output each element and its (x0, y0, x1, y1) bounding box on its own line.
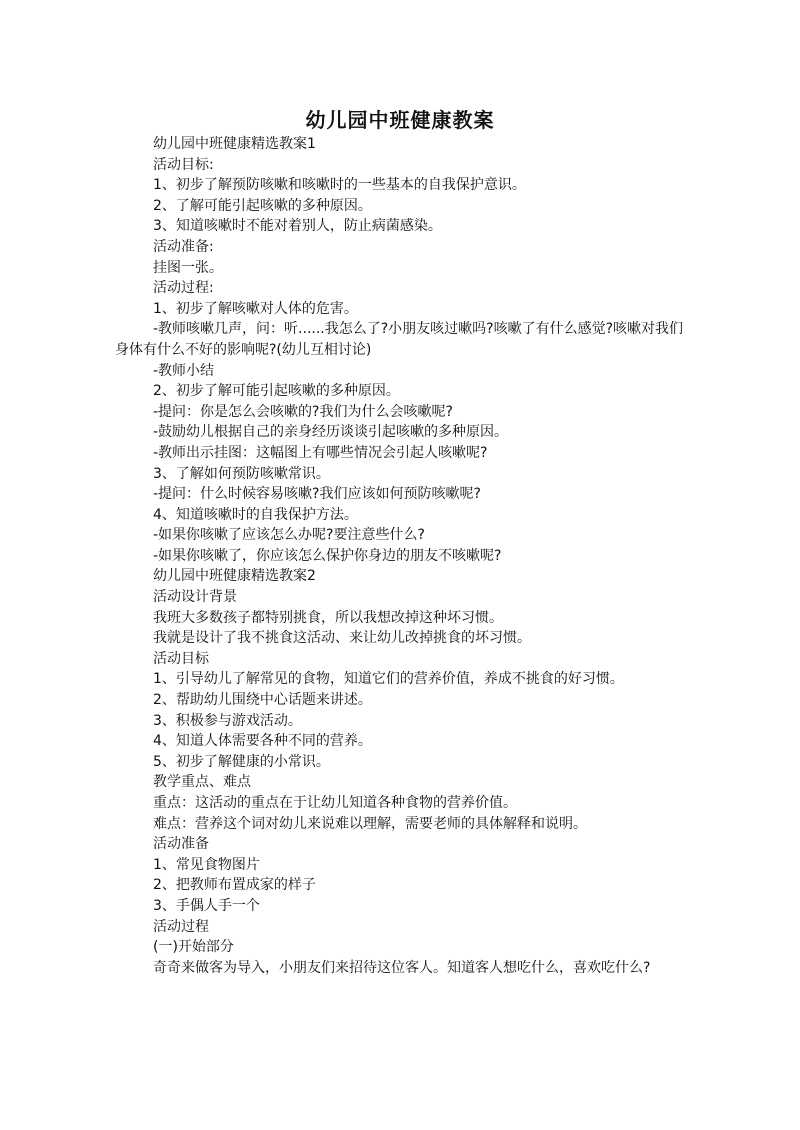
paragraph: -教师小结 (153, 362, 215, 379)
paragraph: 2、帮助幼儿围绕中心话题来讲述。 (153, 692, 372, 709)
paragraph: 1、初步了解咳嗽对人体的危害。 (153, 300, 358, 317)
paragraph: 2、初步了解可能引起咳嗽的多种原因。 (153, 383, 400, 400)
paragraph: 3、知道咳嗽时不能对着别人，防止病菌感染。 (153, 218, 442, 235)
paragraph: -教师咳嗽几声，问：听......我怎么了?小朋友咳过嗽吗?咳嗽了有什么感觉?咳嗽对我们身体有什么不好的影响呢?(幼儿互相讨论) (115, 321, 684, 358)
paragraph: 3、了解如何预防咳嗽常识。 (153, 465, 330, 482)
paragraph: 活动过程: (153, 280, 214, 297)
paragraph: -如果你咳嗽了应该怎么办呢?要注意些什么? (153, 527, 425, 544)
paragraph: 1、初步了解预防咳嗽和咳嗽时的一些基本的自我保护意识。 (153, 177, 526, 194)
paragraph: 1、引导幼儿了解常见的食物，知道它们的营养价值，养成不挑食的好习惯。 (153, 671, 624, 688)
paragraph: 3、积极参与游戏活动。 (153, 712, 302, 729)
paragraph: 活动准备: (153, 238, 214, 255)
paragraph: 活动设计背景 (153, 589, 237, 606)
paragraph: 教学重点、难点 (153, 774, 251, 791)
paragraph: -提问：你是怎么会咳嗽的?我们为什么会咳嗽呢? (153, 403, 453, 420)
section-heading: 幼儿园中班健康精选教案2 (153, 568, 316, 585)
paragraph: 我就是设计了我不挑食这活动、来让幼儿改掉挑食的坏习惯。 (153, 630, 531, 647)
section-heading: 幼儿园中班健康精选教案1 (153, 136, 316, 152)
paragraph: 2、把教师布置成家的样子 (153, 877, 316, 894)
paragraph: 重点：这活动的重点在于让幼儿知道各种食物的营养价值。 (153, 795, 517, 811)
paragraph: 3、手偶人手一个 (153, 897, 260, 914)
paragraph: -如果你咳嗽了，你应该怎么保护你身边的朋友不咳嗽呢? (153, 547, 502, 564)
paragraph: (一)开始部分 (153, 939, 234, 956)
paragraph: 1、常见食物图片 (153, 856, 260, 873)
paragraph: 活动过程 (153, 918, 209, 935)
paragraph: -提问：什么时候容易咳嗽?我们应该如何预防咳嗽呢? (153, 486, 481, 503)
paragraph: 奇奇来做客为导入，小朋友们来招待这位客人。知道客人想吃什么，喜欢吃什么? (153, 959, 651, 976)
paragraph: -教师出示挂图：这幅图上有哪些情况会引起人咳嗽呢? (153, 444, 488, 461)
paragraph: 4、知道咳嗽时的自我保护方法。 (153, 506, 358, 523)
paragraph: 活动目标: (153, 156, 214, 173)
document-body (115, 134, 685, 978)
paragraph: 4、知道人体需要各种不同的营养。 (153, 733, 372, 750)
paragraph: 难点：营养这个词对幼儿来说难以理解，需要老师的具体解释和说明。 (153, 815, 587, 832)
paragraph: 我班大多数孩子都特别挑食，所以我想改掉这种坏习惯。 (153, 609, 503, 626)
paragraph: -鼓励幼儿根据自己的亲身经历谈谈引起咳嗽的多种原因。 (153, 424, 509, 441)
paragraph: 2、了解可能引起咳嗽的多种原因。 (153, 197, 372, 214)
paragraph: 5、初步了解健康的小常识。 (153, 753, 330, 770)
paragraph: 活动准备 (153, 836, 209, 853)
paragraph: 活动目标 (153, 650, 209, 667)
document-title: 幼儿园中班健康教案 (305, 108, 495, 132)
paragraph: 挂图一张。 (153, 259, 223, 276)
